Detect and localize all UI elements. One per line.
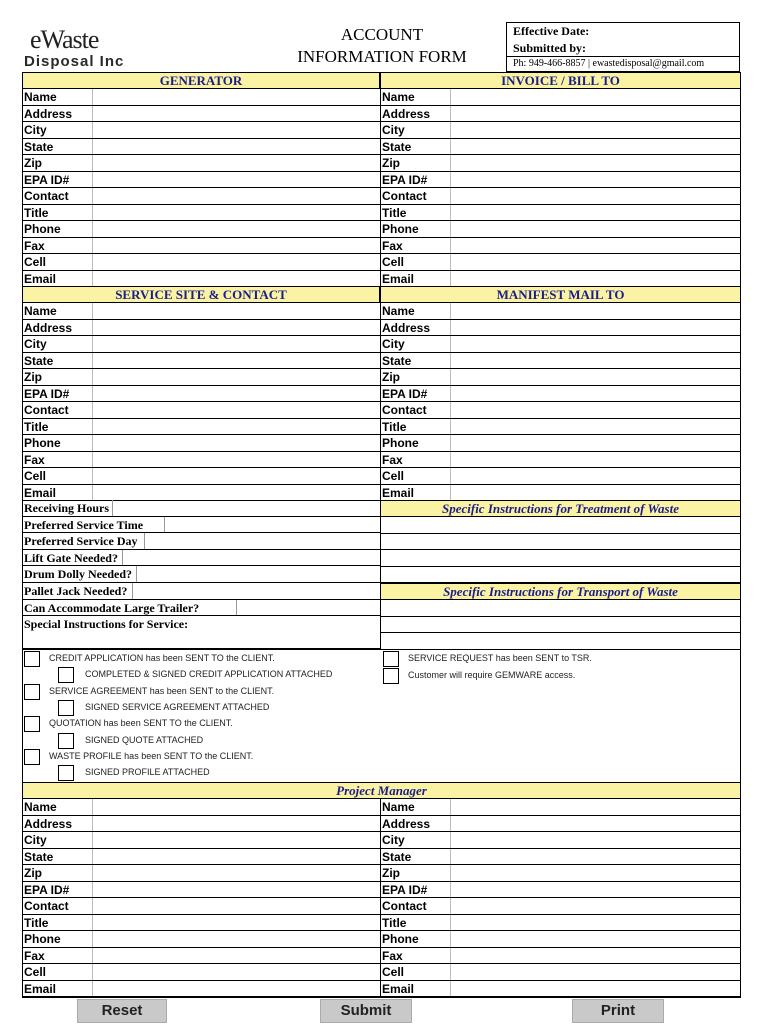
checklist-checkbox[interactable]	[58, 765, 74, 781]
section-manifest: MANIFEST MAIL TO	[380, 286, 741, 303]
generator-field-input[interactable]	[93, 271, 380, 287]
pm-left-field-row	[23, 915, 380, 932]
checklist-checkbox[interactable]	[58, 667, 74, 683]
checklist-label: Customer will require GEMWARE access.	[408, 670, 576, 680]
invoice-fields	[381, 89, 741, 287]
service-site-field-label: Name	[23, 303, 93, 319]
pm-right-field-input[interactable]	[451, 882, 741, 898]
pm-right-field-label: Address	[381, 816, 451, 832]
invoice-field-label: Zip	[381, 155, 451, 171]
checklist-label: CREDIT APPLICATION has been SENT TO the CLIENT.	[49, 653, 275, 663]
section-generator: GENERATOR	[22, 72, 380, 89]
service-question-label: Lift Gate Needed?	[23, 550, 123, 566]
invoice-field-input[interactable]	[451, 254, 741, 270]
generator-field-label: Name	[23, 89, 93, 105]
manifest-field-row	[381, 468, 741, 485]
invoice-field-input[interactable]	[451, 172, 741, 188]
generator-field-row	[23, 155, 380, 172]
page-title: ACCOUNT INFORMATION FORM	[297, 25, 467, 66]
manifest-field-row	[381, 320, 741, 337]
pm-right-field-row	[381, 931, 741, 948]
service-question-label: Special Instructions for Service:	[24, 617, 189, 632]
manifest-field-input[interactable]	[451, 452, 741, 468]
checklist-checkbox[interactable]	[58, 700, 74, 716]
invoice-field-row	[381, 172, 741, 189]
generator-field-label: Contact	[23, 188, 93, 204]
pm-left-field-label: Contact	[23, 898, 93, 914]
service-site-field-row	[23, 435, 380, 452]
manifest-field-input[interactable]	[451, 336, 741, 352]
pm-right-field-row	[381, 981, 741, 998]
invoice-field-row	[381, 155, 741, 172]
service-question-row	[23, 600, 380, 617]
service-question-label: Receiving Hours	[23, 500, 113, 516]
generator-field-label: EPA ID#	[23, 172, 93, 188]
service-site-field-input[interactable]	[93, 452, 380, 468]
submitted-by-label: Submitted by:	[507, 40, 739, 57]
section-transport: Specific Instructions for Transport of Waste	[380, 583, 741, 600]
checklist-label: SERVICE REQUEST has been SENT to TSR.	[408, 653, 592, 663]
service-site-field-row	[23, 402, 380, 419]
service-question-row	[23, 500, 380, 517]
pm-right-field-input[interactable]	[451, 865, 741, 881]
manifest-field-row	[381, 402, 741, 419]
invoice-field-label: Title	[381, 205, 451, 221]
invoice-field-row	[381, 238, 741, 255]
pm-left-field-input[interactable]	[93, 964, 380, 980]
service-site-field-row	[23, 336, 380, 353]
manifest-field-row	[381, 435, 741, 452]
invoice-field-row	[381, 221, 741, 238]
manifest-field-label: Title	[381, 419, 451, 435]
pm-right-field-label: EPA ID#	[381, 882, 451, 898]
checklist-label: QUOTATION has been SENT TO the CLIENT.	[49, 718, 233, 728]
service-question-row	[23, 533, 380, 550]
section-invoice: INVOICE / BILL TO	[380, 72, 741, 89]
pm-left-field-input[interactable]	[93, 832, 380, 848]
generator-field-input[interactable]	[93, 254, 380, 270]
generator-field-label: Zip	[23, 155, 93, 171]
checklist-checkbox[interactable]	[24, 651, 40, 667]
pm-right-field-row	[381, 816, 741, 833]
generator-field-label: Cell	[23, 254, 93, 270]
checklist-checkbox[interactable]	[24, 716, 40, 732]
invoice-field-label: Phone	[381, 221, 451, 237]
service-question-input[interactable]	[165, 517, 380, 533]
invoice-field-row	[381, 106, 741, 123]
pm-right-fields	[381, 799, 741, 997]
pm-left-field-row	[23, 898, 380, 915]
invoice-field-input[interactable]	[451, 155, 741, 171]
manifest-field-row	[381, 369, 741, 386]
service-site-field-row	[23, 419, 380, 436]
pm-right-field-row	[381, 898, 741, 915]
manifest-field-input[interactable]	[451, 402, 741, 418]
manifest-field-row	[381, 336, 741, 353]
treatment-line-1[interactable]	[381, 517, 741, 534]
service-question-row	[23, 550, 380, 567]
generator-field-input[interactable]	[93, 139, 380, 155]
logo-wordmark: eWaste	[30, 25, 99, 54]
generator-field-row	[23, 172, 380, 189]
invoice-field-label: Cell	[381, 254, 451, 270]
checklist-label: WASTE PROFILE has been SENT TO the CLIENT.	[49, 751, 254, 761]
service-site-field-label: Cell	[23, 468, 93, 484]
pm-right-field-input[interactable]	[451, 915, 741, 931]
service-site-field-row	[23, 485, 380, 502]
generator-field-input[interactable]	[93, 238, 380, 254]
manifest-field-input[interactable]	[451, 353, 741, 369]
service-site-field-row	[23, 320, 380, 337]
generator-field-input[interactable]	[93, 205, 380, 221]
service-site-field-label: State	[23, 353, 93, 369]
pm-right-field-input[interactable]	[451, 948, 741, 964]
manifest-field-input[interactable]	[451, 386, 741, 402]
service-question-label: Can Accommodate Large Trailer?	[23, 600, 237, 616]
generator-field-label: State	[23, 139, 93, 155]
generator-field-row	[23, 205, 380, 222]
checklist-label: COMPLETED & SIGNED CREDIT APPLICATION ATTACHED	[85, 669, 333, 679]
invoice-field-label: Address	[381, 106, 451, 122]
transport-line-3[interactable]	[381, 633, 741, 650]
invoice-field-row	[381, 139, 741, 156]
service-site-field-label: City	[23, 336, 93, 352]
service-site-fields	[23, 303, 380, 501]
pm-right-field-label: Phone	[381, 931, 451, 947]
generator-field-row	[23, 106, 380, 123]
manifest-field-input[interactable]	[451, 369, 741, 385]
service-question-label: Preferred Service Day	[23, 533, 145, 549]
pm-left-field-input[interactable]	[93, 981, 380, 997]
service-question-input[interactable]	[113, 500, 380, 516]
manifest-field-row	[381, 452, 741, 469]
manifest-field-label: Contact	[381, 402, 451, 418]
checklist-checkbox[interactable]	[24, 684, 40, 700]
pm-right-field-label: Fax	[381, 948, 451, 964]
manifest-field-input[interactable]	[451, 320, 741, 336]
manifest-field-label: City	[381, 336, 451, 352]
service-site-field-row	[23, 386, 380, 403]
pm-left-field-input[interactable]	[93, 931, 380, 947]
invoice-field-label: Email	[381, 271, 451, 287]
service-question-input[interactable]	[133, 583, 380, 599]
generator-field-input[interactable]	[93, 172, 380, 188]
invoice-field-label: Fax	[381, 238, 451, 254]
manifest-field-row	[381, 386, 741, 403]
contact-line: Ph: 949-466-8857 | ewastedisposal@gmail.com	[513, 58, 705, 69]
pm-left-field-input[interactable]	[93, 816, 380, 832]
invoice-field-input[interactable]	[451, 89, 741, 105]
pm-right-field-row	[381, 849, 741, 866]
generator-field-input[interactable]	[93, 155, 380, 171]
service-site-field-row	[23, 369, 380, 386]
manifest-field-label: EPA ID#	[381, 386, 451, 402]
service-site-field-input[interactable]	[93, 435, 380, 451]
pm-left-field-label: City	[23, 832, 93, 848]
pm-left-field-label: EPA ID#	[23, 882, 93, 898]
service-question-input[interactable]	[195, 616, 380, 648]
manifest-field-label: Phone	[381, 435, 451, 451]
pm-left-field-row	[23, 849, 380, 866]
checklist-checkbox[interactable]	[383, 651, 399, 667]
invoice-field-input[interactable]	[451, 106, 741, 122]
manifest-field-label: Fax	[381, 452, 451, 468]
invoice-field-row	[381, 188, 741, 205]
pm-left-field-label: Cell	[23, 964, 93, 980]
manifest-field-row	[381, 485, 741, 502]
generator-field-row	[23, 254, 380, 271]
manifest-field-row	[381, 419, 741, 436]
service-question-input[interactable]	[137, 566, 380, 582]
pm-left-field-row	[23, 948, 380, 965]
pm-right-field-label: Cell	[381, 964, 451, 980]
invoice-field-input[interactable]	[451, 205, 741, 221]
pm-left-field-input[interactable]	[93, 849, 380, 865]
service-site-field-input[interactable]	[93, 320, 380, 336]
pm-left-field-row	[23, 832, 380, 849]
checklist-checkbox[interactable]	[383, 668, 399, 684]
manifest-field-input[interactable]	[451, 419, 741, 435]
service-site-field-row	[23, 452, 380, 469]
effective-date-label: Effective Date:	[513, 24, 590, 38]
pm-left-field-row	[23, 964, 380, 981]
manifest-fields	[381, 303, 741, 501]
pm-right-field-input[interactable]	[451, 849, 741, 865]
manifest-field-row	[381, 303, 741, 320]
pm-left-field-label: Zip	[23, 865, 93, 881]
service-site-field-input[interactable]	[93, 402, 380, 418]
pm-right-field-input[interactable]	[451, 816, 741, 832]
checklist-label: SIGNED PROFILE ATTACHED	[85, 767, 210, 777]
transport-line-2[interactable]	[381, 616, 741, 633]
pm-left-field-row	[23, 882, 380, 899]
service-site-field-input[interactable]	[93, 369, 380, 385]
manifest-field-input[interactable]	[451, 435, 741, 451]
reset-button[interactable]: Reset	[77, 999, 167, 1023]
manifest-field-label: Cell	[381, 468, 451, 484]
invoice-field-label: City	[381, 122, 451, 138]
manifest-field-label: Address	[381, 320, 451, 336]
pm-left-field-row	[23, 816, 380, 833]
pm-left-field-input[interactable]	[93, 882, 380, 898]
pm-right-field-row	[381, 948, 741, 965]
invoice-field-row	[381, 89, 741, 106]
generator-field-row	[23, 188, 380, 205]
manifest-field-label: State	[381, 353, 451, 369]
manifest-field-input[interactable]	[451, 485, 741, 501]
service-site-field-label: Zip	[23, 369, 93, 385]
pm-right-field-input[interactable]	[451, 981, 741, 997]
service-question-label: Pallet Jack Needed?	[23, 583, 133, 599]
pm-right-field-label: Contact	[381, 898, 451, 914]
service-site-field-input[interactable]	[93, 336, 380, 352]
generator-field-label: Phone	[23, 221, 93, 237]
generator-field-input[interactable]	[93, 89, 380, 105]
manifest-field-input[interactable]	[451, 303, 741, 319]
service-question-row	[23, 517, 380, 534]
pm-right-field-row	[381, 799, 741, 816]
generator-field-row	[23, 122, 380, 139]
generator-field-label: Fax	[23, 238, 93, 254]
pm-right-field-row	[381, 832, 741, 849]
generator-field-row	[23, 139, 380, 156]
generator-field-label: Address	[23, 106, 93, 122]
generator-field-label: City	[23, 122, 93, 138]
pm-left-field-input[interactable]	[93, 799, 380, 815]
treatment-line-2[interactable]	[381, 533, 741, 550]
generator-field-input[interactable]	[93, 221, 380, 237]
invoice-field-input[interactable]	[451, 139, 741, 155]
invoice-field-label: Contact	[381, 188, 451, 204]
pm-right-field-label: City	[381, 832, 451, 848]
checklist-checkbox[interactable]	[58, 733, 74, 749]
manifest-field-label: Email	[381, 485, 451, 501]
checklist-checkbox[interactable]	[24, 749, 40, 765]
generator-field-input[interactable]	[93, 106, 380, 122]
pm-left-field-row	[23, 799, 380, 816]
invoice-field-row	[381, 271, 741, 288]
pm-left-field-label: Title	[23, 915, 93, 931]
generator-field-label: Title	[23, 205, 93, 221]
service-question-label: Preferred Service Time	[23, 517, 165, 533]
invoice-field-input[interactable]	[451, 221, 741, 237]
service-question-row	[23, 616, 380, 649]
service-site-field-label: EPA ID#	[23, 386, 93, 402]
invoice-field-row	[381, 122, 741, 139]
service-site-field-label: Address	[23, 320, 93, 336]
pm-right-field-input[interactable]	[451, 799, 741, 815]
service-question-input[interactable]	[123, 550, 380, 566]
submit-button[interactable]: Submit	[320, 999, 412, 1023]
service-site-field-row	[23, 303, 380, 320]
pm-right-field-row	[381, 865, 741, 882]
service-site-field-input[interactable]	[93, 485, 380, 501]
generator-field-input[interactable]	[93, 122, 380, 138]
pm-left-field-label: State	[23, 849, 93, 865]
print-button[interactable]: Print	[572, 999, 664, 1023]
service-site-field-input[interactable]	[93, 353, 380, 369]
service-site-field-label: Email	[23, 485, 93, 501]
transport-line-1[interactable]	[381, 600, 741, 617]
pm-left-field-row	[23, 981, 380, 998]
checklist-label: SIGNED QUOTE ATTACHED	[85, 735, 204, 745]
invoice-field-input[interactable]	[451, 122, 741, 138]
service-question-row	[23, 583, 380, 600]
service-site-field-row	[23, 468, 380, 485]
generator-field-label: Email	[23, 271, 93, 287]
pm-right-field-label: Zip	[381, 865, 451, 881]
pm-right-field-label: Title	[381, 915, 451, 931]
invoice-field-row	[381, 254, 741, 271]
pm-right-field-row	[381, 964, 741, 981]
section-treatment: Specific Instructions for Treatment of Waste	[380, 500, 741, 517]
invoice-field-row	[381, 205, 741, 222]
pm-left-field-label: Address	[23, 816, 93, 832]
invoice-field-label: EPA ID#	[381, 172, 451, 188]
pm-right-field-input[interactable]	[451, 931, 741, 947]
service-site-field-input[interactable]	[93, 468, 380, 484]
pm-left-field-row	[23, 931, 380, 948]
manifest-field-label: Name	[381, 303, 451, 319]
pm-right-field-row	[381, 915, 741, 932]
logo-subtitle: Disposal Inc	[24, 53, 125, 70]
service-question-input[interactable]	[237, 600, 380, 616]
service-site-field-input[interactable]	[93, 419, 380, 435]
service-questions	[23, 500, 380, 649]
service-site-field-input[interactable]	[93, 303, 380, 319]
invoice-field-input[interactable]	[451, 271, 741, 287]
generator-field-input[interactable]	[93, 188, 380, 204]
pm-left-fields	[23, 799, 380, 997]
pm-left-field-input[interactable]	[93, 898, 380, 914]
manifest-field-label: Zip	[381, 369, 451, 385]
generator-field-row	[23, 221, 380, 238]
checklist-label: SERVICE AGREEMENT has been SENT to the CLIENT.	[49, 686, 275, 696]
generator-field-row	[23, 238, 380, 255]
pm-left-field-label: Fax	[23, 948, 93, 964]
invoice-field-input[interactable]	[451, 188, 741, 204]
pm-left-field-input[interactable]	[93, 915, 380, 931]
pm-right-field-label: State	[381, 849, 451, 865]
manifest-field-input[interactable]	[451, 468, 741, 484]
service-question-label: Drum Dolly Needed?	[23, 566, 137, 582]
pm-right-field-label: Name	[381, 799, 451, 815]
section-service-site: SERVICE SITE & CONTACT	[22, 286, 380, 303]
pm-right-field-input[interactable]	[451, 964, 741, 980]
manifest-field-row	[381, 353, 741, 370]
pm-right-field-input[interactable]	[451, 898, 741, 914]
pm-right-field-input[interactable]	[451, 832, 741, 848]
pm-left-field-row	[23, 865, 380, 882]
generator-field-row	[23, 89, 380, 106]
invoice-field-label: Name	[381, 89, 451, 105]
service-question-row	[23, 566, 380, 583]
treatment-line-3[interactable]	[381, 550, 741, 567]
pm-left-field-label: Name	[23, 799, 93, 815]
section-project-manager: Project Manager	[22, 782, 741, 799]
service-site-field-label: Fax	[23, 452, 93, 468]
header-info-box	[506, 22, 740, 72]
checklist-label: SIGNED SERVICE AGREEMENT ATTACHED	[85, 702, 270, 712]
service-site-field-label: Contact	[23, 402, 93, 418]
pm-left-field-label: Email	[23, 981, 93, 997]
pm-left-field-input[interactable]	[93, 865, 380, 881]
pm-left-field-input[interactable]	[93, 948, 380, 964]
treatment-line-4[interactable]	[381, 566, 741, 583]
generator-fields	[23, 89, 380, 287]
service-site-field-label: Title	[23, 419, 93, 435]
company-logo	[24, 26, 144, 70]
service-question-input[interactable]	[145, 533, 380, 549]
invoice-field-label: State	[381, 139, 451, 155]
generator-field-row	[23, 271, 380, 288]
pm-right-field-label: Email	[381, 981, 451, 997]
service-site-field-input[interactable]	[93, 386, 380, 402]
pm-right-field-row	[381, 882, 741, 899]
invoice-field-input[interactable]	[451, 238, 741, 254]
service-site-field-label: Phone	[23, 435, 93, 451]
pm-left-field-label: Phone	[23, 931, 93, 947]
service-site-field-row	[23, 353, 380, 370]
